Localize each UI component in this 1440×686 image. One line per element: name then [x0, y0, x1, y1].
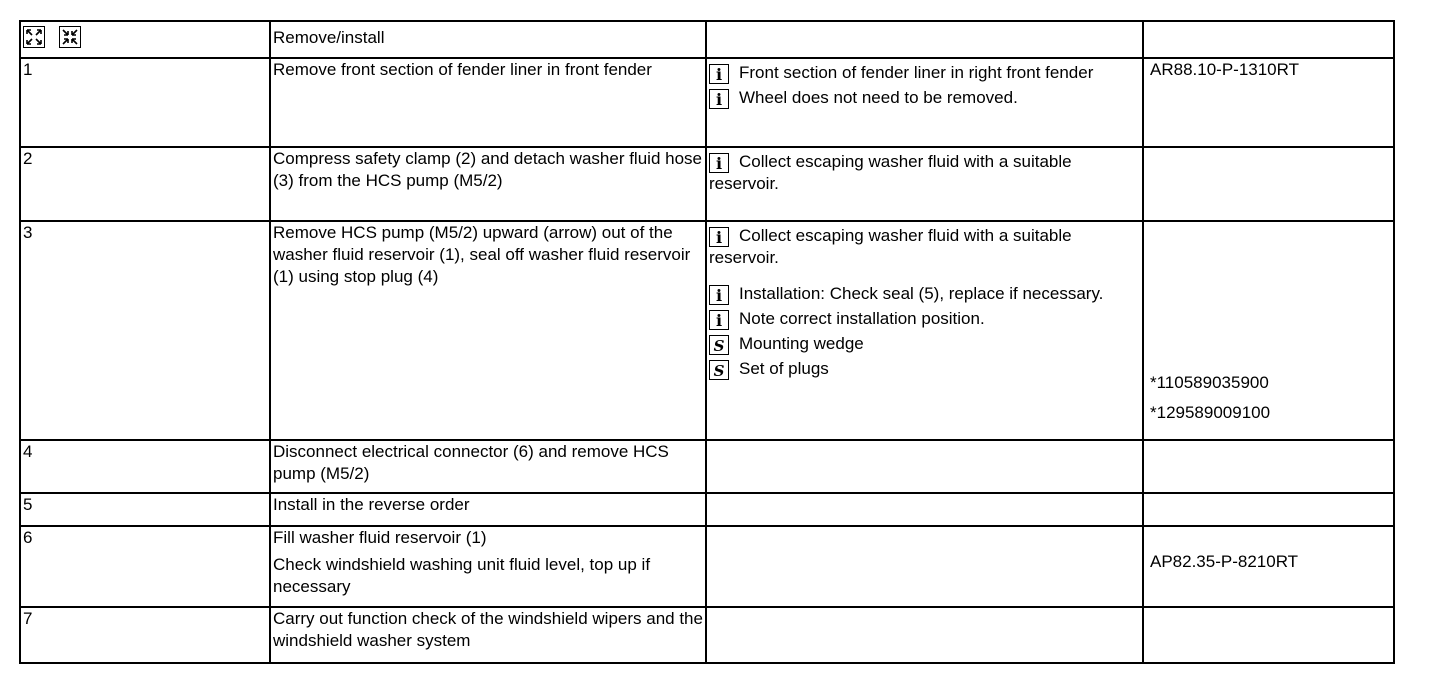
- step-number: 3: [20, 221, 270, 440]
- action-text: Install in the reverse order: [273, 495, 470, 514]
- note-text: Set of plugs: [739, 359, 829, 378]
- reference-text: *129589009100: [1150, 403, 1271, 422]
- step-reference: [1143, 607, 1394, 663]
- info-note: [709, 62, 1140, 84]
- header-icons-cell: [20, 21, 270, 58]
- action-text: Compress safety clamp (2) and detach washer fluid hose (3) from the HCS pump (M5/2): [273, 149, 702, 190]
- step-notes: [706, 221, 1143, 440]
- step-reference: [1143, 440, 1394, 493]
- table-row: [20, 58, 1394, 147]
- special-tool-icon: S: [709, 360, 729, 380]
- step-reference: [1143, 526, 1394, 607]
- step-reference: [1143, 58, 1394, 147]
- tool-note: [709, 358, 1140, 380]
- reference-text: AR88.10-P-1310RT: [1150, 60, 1299, 79]
- tool-note: [709, 333, 1140, 355]
- action-text: Remove front section of fender liner in front fender: [273, 60, 652, 79]
- info-note: [709, 87, 1140, 109]
- step-action: [270, 526, 706, 607]
- action-text: Fill washer fluid reservoir (1): [273, 528, 487, 547]
- step-action: [270, 607, 706, 663]
- action-text: Remove HCS pump (M5/2) upward (arrow) out of the washer fluid reservoir (1), seal off washer fluid reservoir (1) using stop plug (4): [273, 223, 691, 286]
- action-text: Carry out function check of the windshield wipers and the windshield washer system: [273, 609, 703, 650]
- note-text: Wheel does not need to be removed.: [739, 88, 1018, 107]
- special-tool-icon: S: [709, 335, 729, 355]
- step-reference: [1143, 493, 1394, 526]
- header-title: Remove/install: [270, 21, 706, 58]
- step-notes: [706, 493, 1143, 526]
- step-number: 7: [20, 607, 270, 663]
- header-row: [20, 21, 1394, 58]
- step-notes: [706, 526, 1143, 607]
- note-text: Note correct installation position.: [739, 309, 985, 328]
- info-icon: i: [709, 89, 729, 109]
- note-text: Collect escaping washer fluid with a suitable reservoir.: [709, 152, 1072, 193]
- step-number: 2: [20, 147, 270, 221]
- note-text: Installation: Check seal (5), replace if necessary.: [739, 284, 1104, 303]
- info-icon: i: [709, 227, 729, 247]
- action-text: Check windshield washing unit fluid level, top up if necessary: [273, 555, 651, 596]
- note-text: Collect escaping washer fluid with a suitable reservoir.: [709, 226, 1072, 267]
- step-number: 4: [20, 440, 270, 493]
- step-notes: [706, 607, 1143, 663]
- step-number: 6: [20, 526, 270, 607]
- reference-text: AP82.35-P-8210RT: [1150, 552, 1299, 571]
- note-text: Front section of fender liner in right front fender: [739, 63, 1094, 82]
- table-row: [20, 526, 1394, 607]
- procedure-table: [19, 20, 1395, 664]
- reference-text: *110589035900: [1150, 373, 1269, 392]
- table-row: [20, 493, 1394, 526]
- step-notes: [706, 147, 1143, 221]
- install-icon: [59, 26, 81, 48]
- step-action: [270, 58, 706, 147]
- step-action: [270, 440, 706, 493]
- step-reference: [1143, 147, 1394, 221]
- step-reference: [1143, 221, 1394, 440]
- header-empty-cell: [706, 21, 1143, 58]
- info-icon: i: [709, 64, 729, 84]
- step-action: [270, 221, 706, 440]
- note-text: Mounting wedge: [739, 334, 864, 353]
- table-row: [20, 221, 1394, 440]
- info-note: [709, 225, 1140, 269]
- action-text: Disconnect electrical connector (6) and remove HCS pump (M5/2): [273, 442, 669, 483]
- info-note: [709, 151, 1140, 195]
- info-note: [709, 283, 1140, 305]
- step-number: 1: [20, 58, 270, 147]
- info-icon: i: [709, 285, 729, 305]
- info-icon: i: [709, 153, 729, 173]
- remove-icon: [23, 26, 45, 48]
- step-notes: [706, 58, 1143, 147]
- step-action: [270, 147, 706, 221]
- table-row: [20, 147, 1394, 221]
- info-note: [709, 308, 1140, 330]
- step-notes: [706, 440, 1143, 493]
- info-icon: i: [709, 310, 729, 330]
- step-number: 5: [20, 493, 270, 526]
- header-empty-cell: [1143, 21, 1394, 58]
- step-action: [270, 493, 706, 526]
- table-row: [20, 440, 1394, 493]
- table-row: [20, 607, 1394, 663]
